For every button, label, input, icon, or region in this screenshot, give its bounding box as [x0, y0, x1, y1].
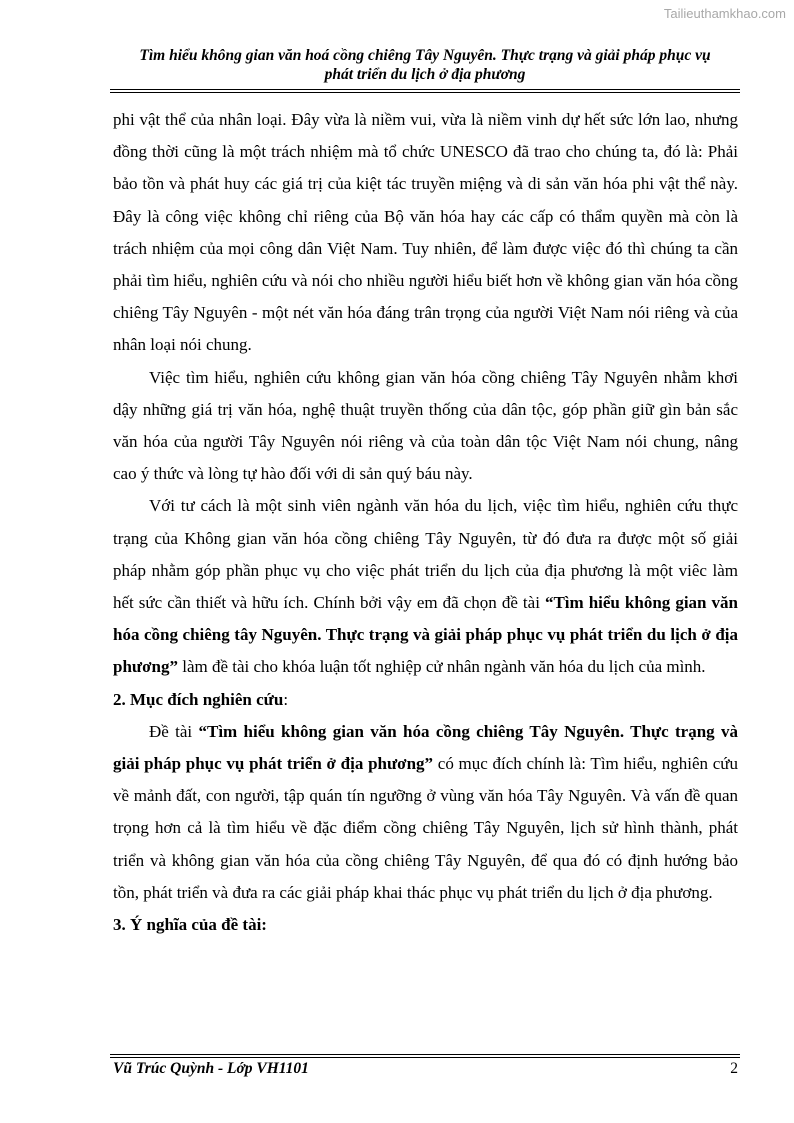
- document-body: [113, 104, 738, 941]
- header-divider: [110, 89, 740, 93]
- header-title-line-2: phát triển du lịch ở địa phương: [324, 66, 526, 83]
- section-heading-2-text: 2. Mục đích nghiên cứu: [113, 689, 284, 709]
- paragraph-1: phi vật thể của nhân loại. Đây vừa là niềm vui, vừa là niềm vinh dự hết sức lớn lao, nhưng đồng thời cũng là một trách nhiệm mà tổ chức UNESCO đã trao cho chúng ta, đó là: Phải bảo tồn và phát huy các giá trị của kiệt tác truyền miệng và di sản văn hóa phi vật thể này. Đây là công việc không chỉ riêng của Bộ văn hóa hay các cấp có thẩm quyền mà còn là trách nhiệm của mọi công dân Việt Nam. Tuy nhiên, để làm được việc đó thì chúng ta cần phải tìm hiểu, nghiên cứu và nói cho nhiều người hiểu biết hơn về không gian văn hóa cồng chiêng Tây Nguyên - một nét văn hóa đáng trân trọng của người Việt Nam nói riêng và của nhân loại nói chung.: [113, 110, 738, 355]
- section-heading-3: 3. Ý nghĩa của đề tài:: [113, 915, 267, 935]
- watermark-text: Tailieuthamkhao.com: [663, 6, 786, 21]
- footer-author: Vũ Trúc Quỳnh - Lớp VH1101: [113, 1060, 309, 1077]
- paragraph-3: [113, 490, 738, 683]
- paragraph-3-text-start: Với tư cách là một sinh viên ngành văn hóa du lịch, việc tìm hiểu, nghiên cứu thực trạng của Không gian văn hóa cồng chiêng Tây Nguyên, từ đó đưa ra được một số giải pháp nhằm góp phần phục vụ cho việc phát triển du lịch của địa phương là một viêc làm hết sức cần thiết và hữu ích. Chính bởi vậy em đã chọn đề tài: [113, 496, 738, 613]
- paragraph-4-text-end: có mục đích chính là: Tìm hiểu, nghiên cứu về mảnh đất, con người, tập quán tín ngưỡng ở vùng văn hóa Tây Nguyên. Và vấn đề quan trọng hơn cả là tìm hiểu về đặc điểm cồng chiêng Tây Nguyên, lịch sử hình thành, phát triển và không gian văn hóa của cồng chiêng Tây Nguyên, để qua đó có định hướng bảo tồn, phát triển và đưa ra các giải pháp khai thác phục vụ phát triển du lịch ở địa phương.: [113, 754, 738, 902]
- paragraph-3-text-end: làm đề tài cho khóa luận tốt nghiệp cử nhân ngành văn hóa du lịch của mình.: [177, 657, 706, 677]
- page-header: [110, 46, 740, 84]
- footer-divider: [110, 1054, 740, 1058]
- paragraph-2: Việc tìm hiểu, nghiên cứu không gian văn hóa cồng chiêng Tây Nguyên nhằm khơi dậy những giá trị văn hóa, nghệ thuật truyền thống của dân tộc, góp phần giữ gìn bản sắc văn hóa của người Tây Nguyên nói riêng và của toàn dân tộc Việt Nam nói chung, nâng cao ý thức và lòng tự hào đối với di sản quý báu này.: [113, 367, 738, 484]
- paragraph-4: [113, 716, 738, 909]
- section-heading-2: [113, 684, 738, 716]
- section-heading-2-colon: :: [283, 689, 289, 709]
- page-number: 2: [730, 1060, 738, 1077]
- paragraph-4-text-start: Đề tài: [149, 721, 199, 741]
- paragraph-3-thesis-title: “Tìm hiểu không gian văn hóa cồng chiêng tây Nguyên. Thực trạng và giải pháp phục vụ phát triển du lịch ở địa phương”: [113, 593, 738, 677]
- header-title-line-1: Tìm hiểu không gian văn hoá cồng chiêng Tây Nguyên. Thực trạng và giải pháp phục vụ: [139, 47, 711, 64]
- paragraph-4-thesis-title: “Tìm hiểu không gian văn hóa cồng chiêng Tây Nguyên. Thực trạng và giải pháp phục vụ phát triển ở địa phương”: [113, 721, 738, 774]
